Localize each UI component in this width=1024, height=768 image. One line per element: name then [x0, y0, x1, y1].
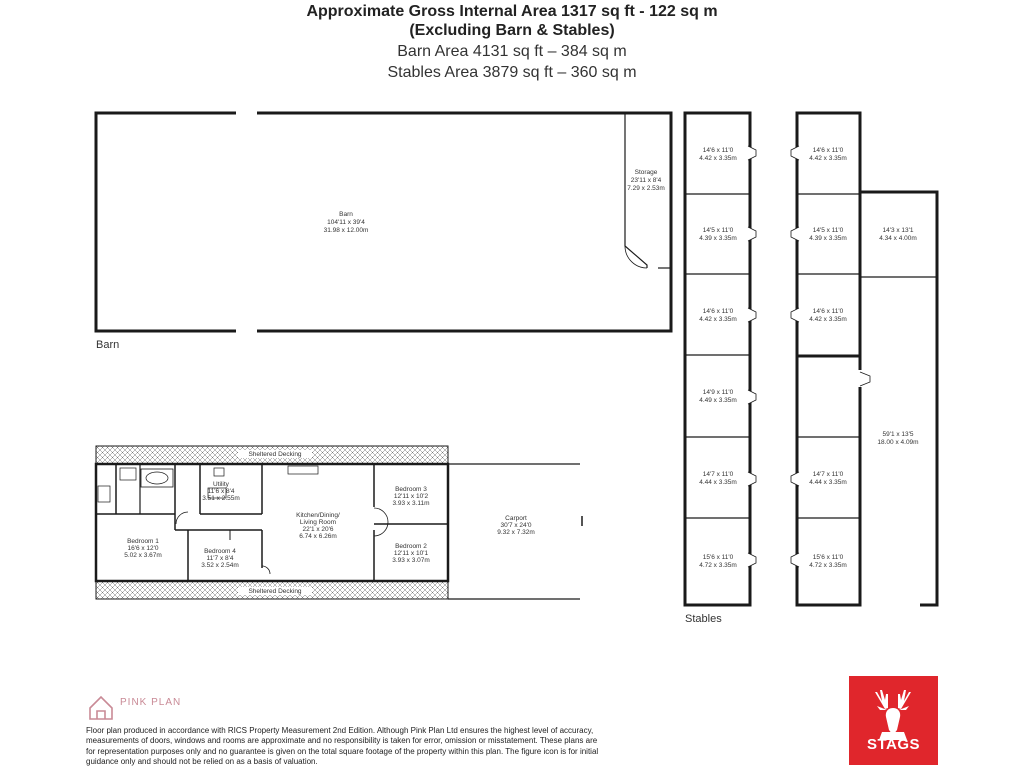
utility-imperial: 11'6 x 8'4: [207, 488, 235, 495]
kitchen-metric: 6.74 x 6.26m: [299, 533, 337, 540]
bedroom2-name: Bedroom 2: [395, 543, 427, 550]
stags-logo-text: STAGS: [866, 736, 921, 753]
stable-r3-metric: 4.42 x 3.35m: [809, 316, 847, 323]
stable-r4-metric: 4.44 x 3.35m: [809, 479, 847, 486]
bedroom3-metric: 3.93 x 3.11m: [392, 500, 430, 507]
stag-head-icon: [849, 682, 938, 744]
bedroom4-metric: 3.52 x 2.54m: [201, 562, 239, 569]
stable-r4-imperial: 14'7 x 11'0: [812, 471, 844, 478]
disclaimer-text: Floor plan produced in accordance with RICS Property Measurement 2nd Edition. Although Pink Plan Ltd ensures the highest level of accuracy, measurements of doors, windows and rooms are approximate and no responsibility is taken for error, omission or misstatement. These plans are for representation purposes only and no guarantee is given on the total square footage of the property within this plan. The figure icon is for initial guidance only and should not be relied on as a basis of valuation.: [86, 726, 599, 767]
stables-section-label: Stables: [685, 613, 722, 625]
stable-r5-imperial: 15'6 x 11'0: [812, 554, 844, 561]
stable-l6-imperial: 15'6 x 11'0: [702, 554, 734, 561]
title-gross-area: Approximate Gross Internal Area 1317 sq ft - 122 sq m: [306, 3, 718, 20]
stables-left-walls: [685, 113, 750, 605]
pink-plan-logo-icon: [90, 697, 112, 719]
bedroom1-metric: 5.02 x 3.67m: [124, 552, 162, 559]
stable-l2-imperial: 14'5 x 11'0: [702, 227, 734, 234]
utility-name: Utility: [213, 481, 229, 488]
barn-area-text: Barn Area 4131 sq ft – 384 sq m: [397, 43, 627, 60]
title-exclusion: (Excluding Barn & Stables): [409, 22, 615, 39]
stable-r2-imperial: 14'5 x 11'0: [812, 227, 844, 234]
stable-l4-imperial: 14'9 x 11'0: [702, 389, 734, 396]
kitchen-name-1: Kitchen/Dining/: [296, 512, 340, 519]
storage-imperial: 23'11 x 8'4: [630, 177, 662, 184]
carport-imperial: 30'7 x 24'0: [500, 522, 532, 529]
stable-l5-metric: 4.44 x 3.35m: [699, 479, 737, 486]
bedroom3-imperial: 12'11 x 10'2: [393, 493, 429, 500]
kitchen-name-2: Living Room: [299, 519, 337, 526]
stable-r1-imperial: 14'6 x 11'0: [812, 147, 844, 154]
stable-l1-metric: 4.42 x 3.35m: [699, 155, 737, 162]
stable-r1-metric: 4.42 x 3.35m: [809, 155, 847, 162]
pink-plan-brand: PINK PLAN: [120, 697, 182, 708]
barn-section-label: Barn: [96, 339, 120, 351]
stable-l3-metric: 4.42 x 3.35m: [699, 316, 737, 323]
barn-name: Barn: [339, 211, 353, 218]
bedroom2-imperial: 12'11 x 10'1: [393, 550, 429, 557]
kitchen-imperial: 22'1 x 20'6: [302, 526, 334, 533]
carport-metric: 9.32 x 7.32m: [497, 529, 535, 536]
utility-metric: 3.51 x 2.55m: [202, 495, 240, 502]
carport-name: Carport: [505, 515, 527, 522]
stables-area-text: Stables Area 3879 sq ft – 360 sq m: [387, 64, 637, 81]
stable-l2-metric: 4.39 x 3.35m: [699, 235, 737, 242]
stables-right-walls: [797, 113, 937, 605]
barn-metric: 31.98 x 12.00m: [323, 227, 369, 234]
bedroom2-metric: 3.93 x 3.07m: [392, 557, 430, 564]
stable-r5-metric: 4.72 x 3.35m: [809, 562, 847, 569]
stable-r2-metric: 4.39 x 3.35m: [809, 235, 847, 242]
bedroom1-imperial: 16'6 x 12'0: [127, 545, 159, 552]
barn-walls: [96, 113, 671, 331]
bedroom4-imperial: 11'7 x 8'4: [206, 555, 234, 562]
storage-name: Storage: [634, 169, 658, 176]
stable-l4-metric: 4.49 x 3.35m: [699, 397, 737, 404]
bedroom4-name: Bedroom 4: [204, 548, 236, 555]
barn-imperial: 104'11 x 39'4: [327, 219, 365, 226]
corridor-imperial: 59'1 x 13'5: [882, 431, 914, 438]
sheltered-decking-bottom: Sheltered Decking: [248, 588, 302, 595]
stags-logo: [849, 676, 938, 765]
corridor-metric: 18.00 x 4.09m: [877, 439, 919, 446]
sheltered-decking-top: Sheltered Decking: [248, 451, 302, 458]
bedroom1-name: Bedroom 1: [127, 538, 159, 545]
stable-l5-imperial: 14'7 x 11'0: [702, 471, 734, 478]
stable-l3-imperial: 14'6 x 11'0: [702, 308, 734, 315]
side-room-imperial: 14'3 x 13'1: [882, 227, 914, 234]
stable-r3-imperial: 14'6 x 11'0: [812, 308, 844, 315]
stable-l1-imperial: 14'6 x 11'0: [702, 147, 734, 154]
stable-l6-metric: 4.72 x 3.35m: [699, 562, 737, 569]
bedroom3-name: Bedroom 3: [395, 486, 427, 493]
side-room-metric: 4.34 x 4.00m: [879, 235, 917, 242]
storage-metric: 7.29 x 2.53m: [627, 185, 665, 192]
